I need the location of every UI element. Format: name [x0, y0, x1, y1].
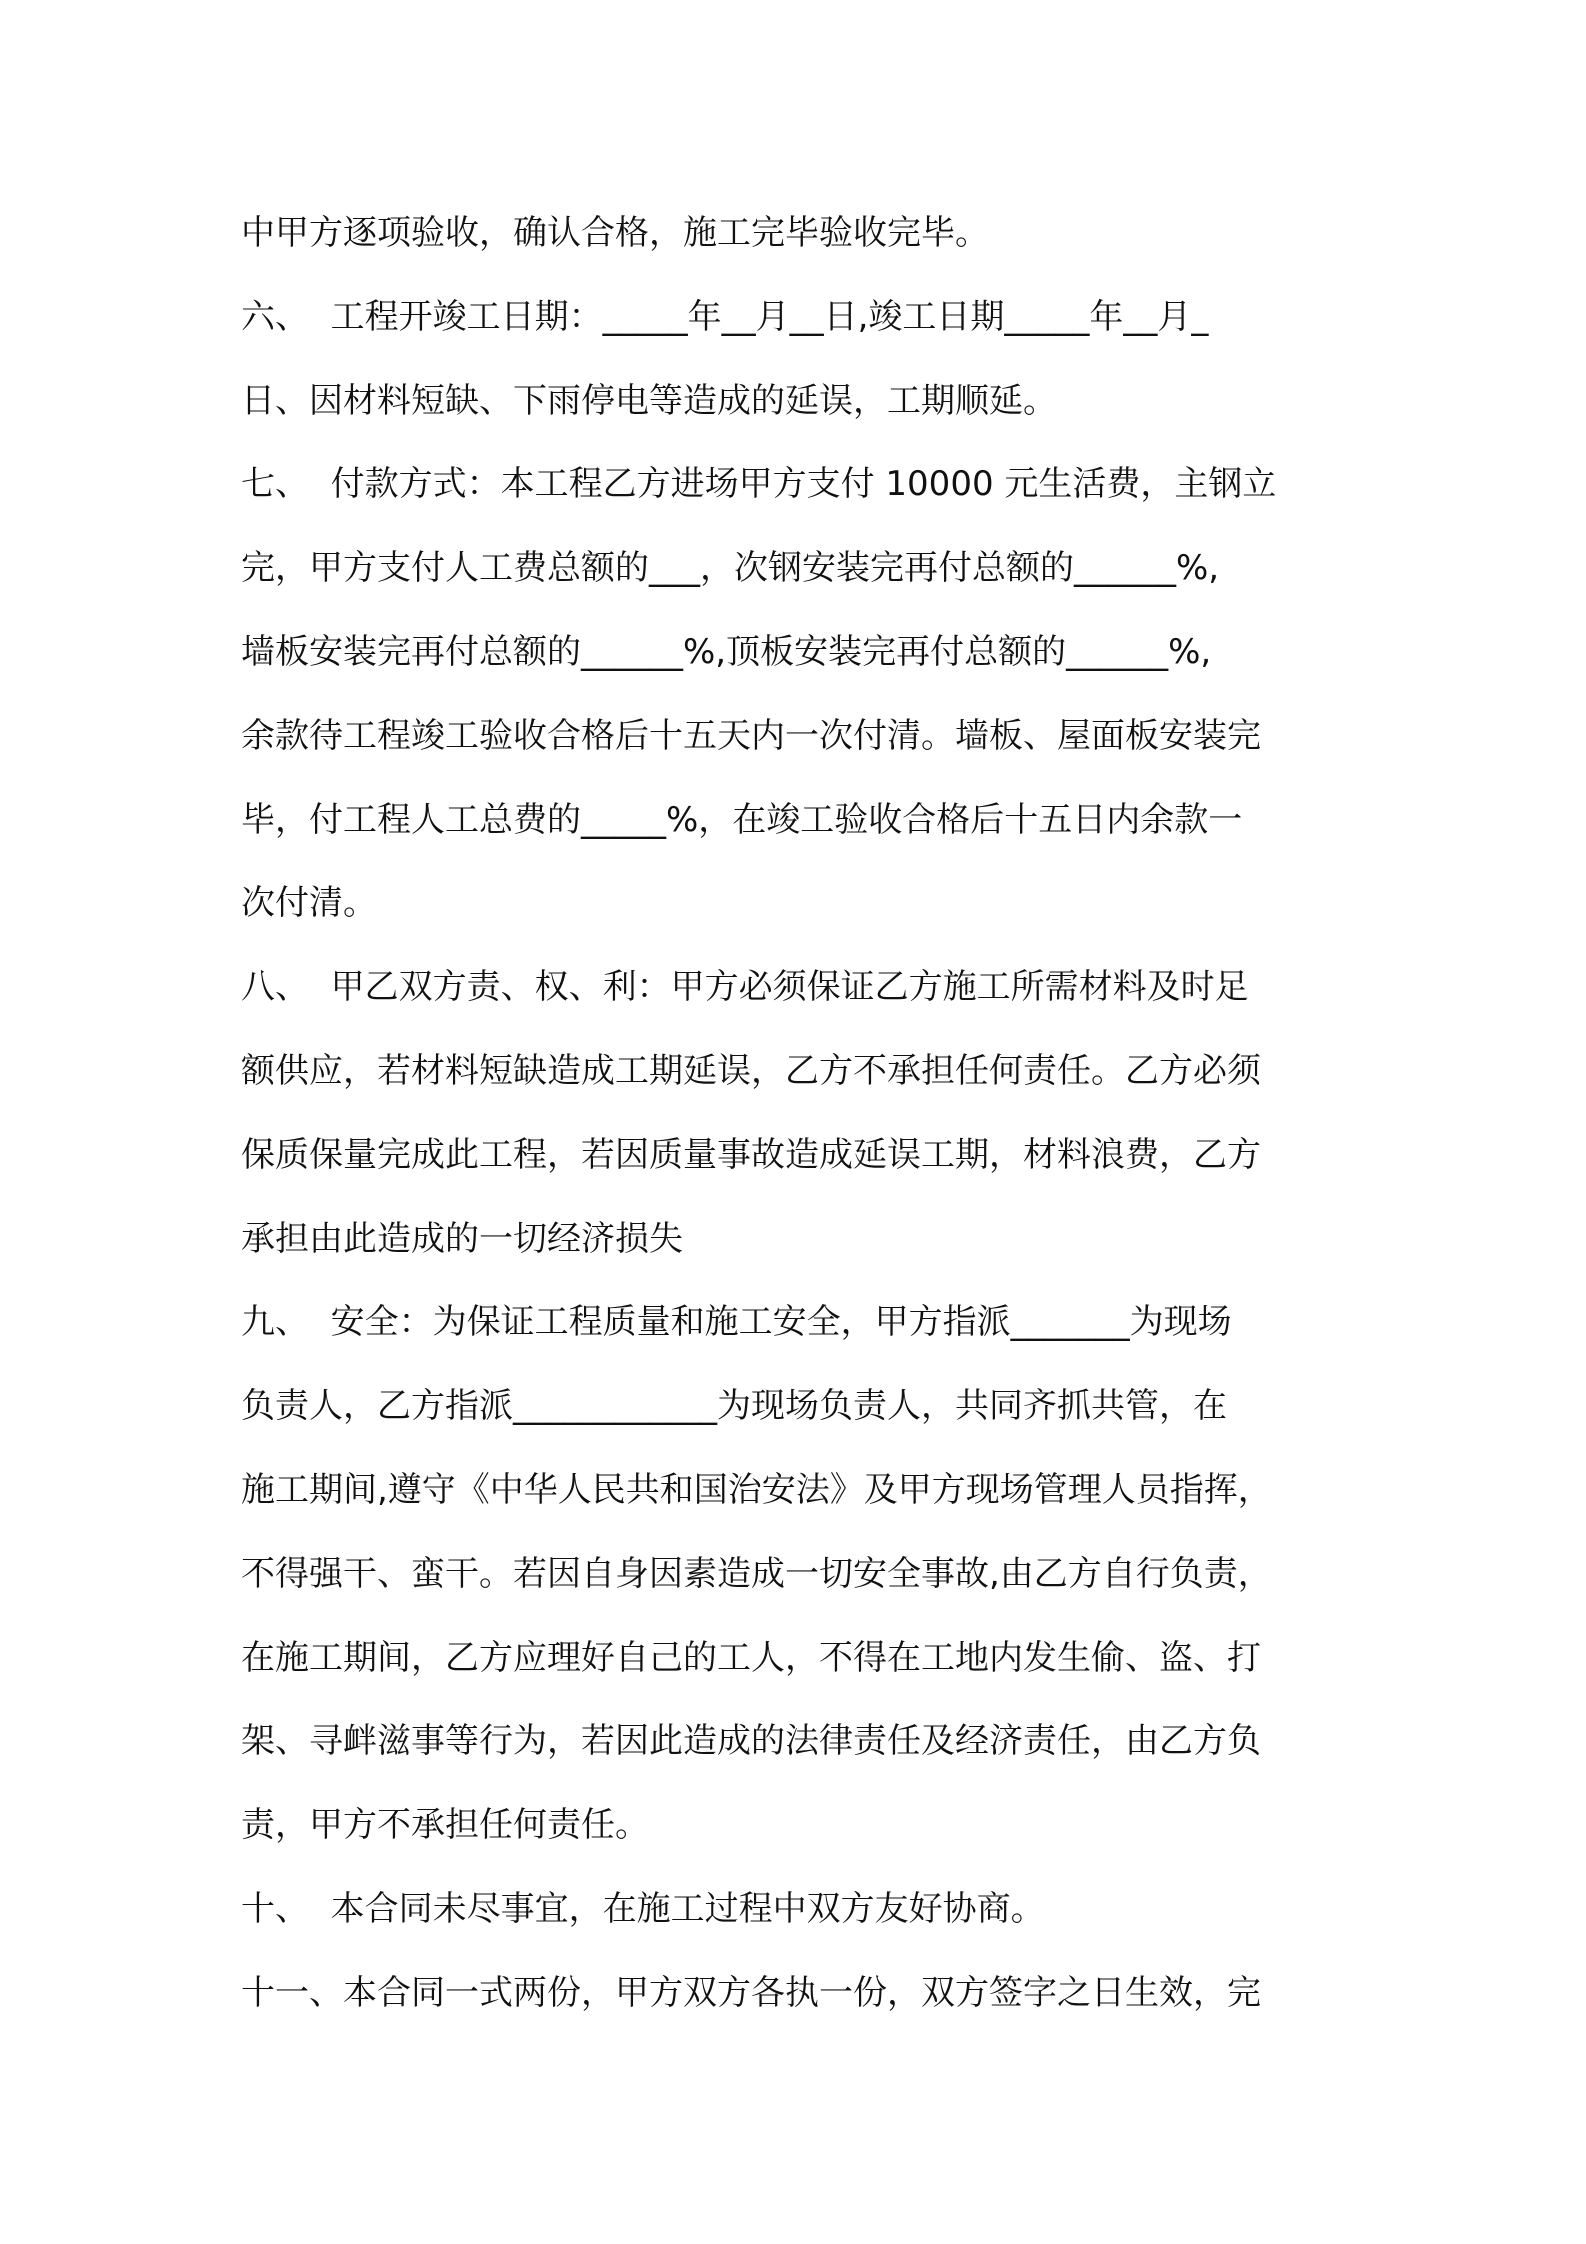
text-line: 十一、本合同一式两份，甲方双方各执一份，双方签字之日生效，完 — [241, 1972, 1261, 2013]
text-line: 余款待工程竣工验收合格后十五天内一次付清。墙板、屋面板安装完 — [241, 715, 1261, 756]
text-line: 完，甲方支付人工费总额的___，次钢安装完再付总额的______%, — [241, 548, 1220, 589]
text-line: 墙板安装完再付总额的______%,顶板安装完再付总额的______%, — [241, 631, 1212, 672]
text-line: 负责人，乙方指派____________为现场负责人，共同齐抓共管，在 — [241, 1386, 1227, 1427]
text-line: 日、因材料短缺、下雨停电等造成的延误，工期顺延。 — [241, 380, 1057, 421]
contract-body — [241, 192, 1361, 2036]
text-line: 六、 工程开竣工日期：_____年__月__日,竣工日期_____年__月_ — [241, 296, 1209, 337]
text-line: 施工期间,遵守《中华人民共和国治安法》及甲方现场管理人员指挥， — [241, 1469, 1272, 1510]
text-line: 责，甲方不承担任何责任。 — [241, 1805, 649, 1846]
text-line: 十、 本合同未尽事宜，在施工过程中双方友好协商。 — [241, 1888, 1045, 1929]
text-line: 九、 安全：为保证工程质量和施工安全，甲方指派_______为现场 — [241, 1302, 1232, 1343]
text-line: 七、 付款方式：本工程乙方进场甲方支付 10000 元生活费，主钢立 — [241, 464, 1277, 505]
text-line: 在施工期间，乙方应理好自己的工人，不得在工地内发生偷、盗、打 — [241, 1637, 1261, 1678]
text-line: 次付清。 — [241, 883, 377, 924]
text-line: 架、寻衅滋事等行为，若因此造成的法律责任及经济责任，由乙方负 — [241, 1721, 1261, 1762]
text-line: 保质保量完成此工程，若因质量事故造成延误工期，材料浪费，乙方 — [241, 1134, 1261, 1175]
text-line: 八、 甲乙双方责、权、利：甲方必须保证乙方施工所需材料及时足 — [241, 967, 1249, 1008]
text-line: 承担由此造成的一切经济损失 — [241, 1218, 683, 1259]
text-line: 额供应，若材料短缺造成工期延误，乙方不承担任何责任。乙方必须 — [241, 1050, 1261, 1091]
text-line: 中甲方逐项验收，确认合格，施工完毕验收完毕。 — [241, 213, 989, 253]
text-line: 毕，付工程人工总费的_____%，在竣工验收合格后十五日内余款一 — [241, 799, 1243, 840]
text-line: 不得强干、蛮干。若因自身因素造成一切安全事故,由乙方自行负责， — [241, 1553, 1272, 1594]
